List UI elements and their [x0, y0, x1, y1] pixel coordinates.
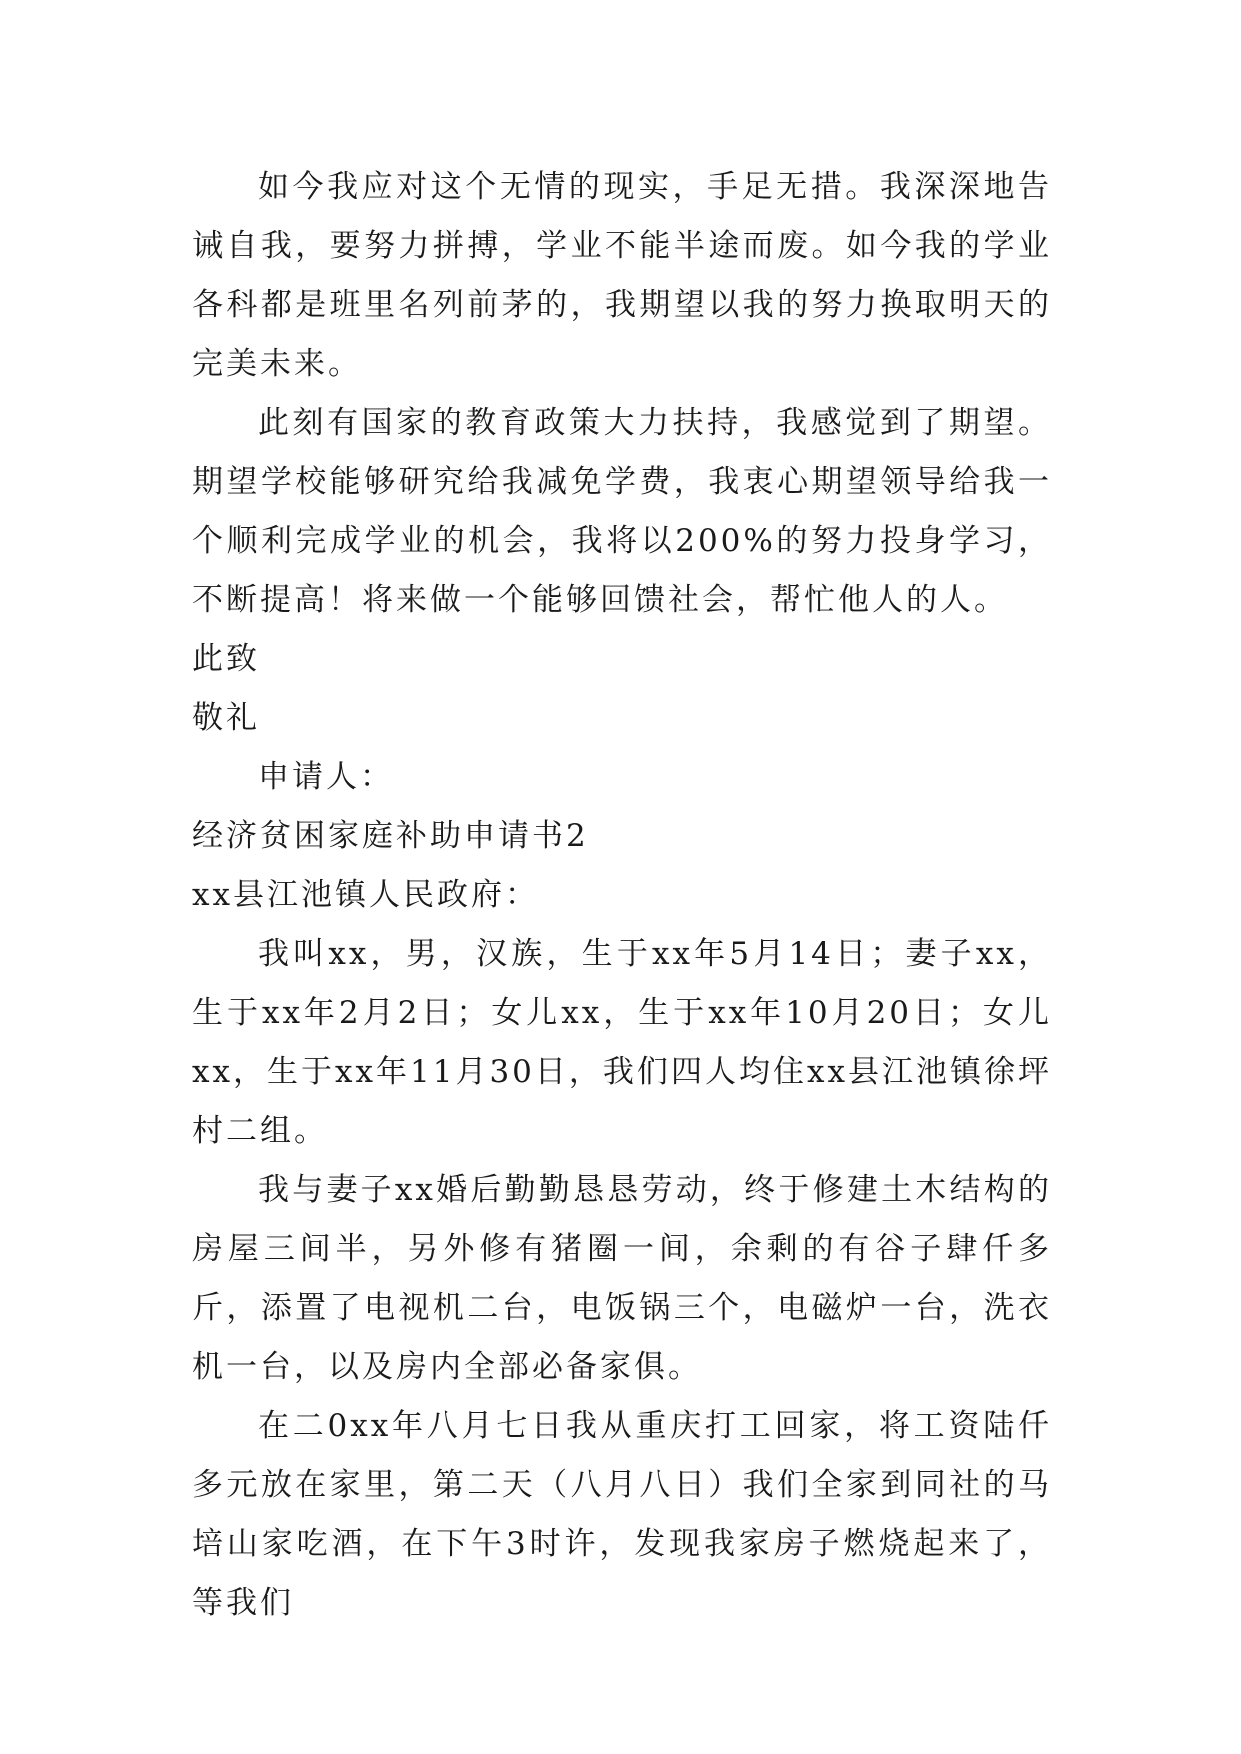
paragraph-reality: 如今我应对这个无情的现实，手足无措。我深深地告诫自我，要努力拼搏，学业不能半途而废。如今我的学业各科都是班里名列前茅的，我期望以我的努力换取明天的完美未来。	[192, 169, 1052, 382]
addressee: xx县江池镇人民政府：	[192, 877, 539, 913]
applicant-label: 申请人：	[258, 759, 394, 795]
paragraph-policy-support: 此刻有国家的教育政策大力扶持，我感觉到了期望。期望学校能够研究给我减免学费，我衷心期望领导给我一个顺利完成学业的机会，我将以200%的努力投身学习，不断提高！将来做一个能够回馈社会，帮忙他人的人。	[192, 405, 1052, 618]
document-body	[192, 158, 1052, 1633]
paragraph-fire-incident: 在二0xx年八月七日我从重庆打工回家，将工资陆仟多元放在家里，第二天（八月八日）我们全家到同社的马培山家吃酒，在下午3时许，发现我家房子燃烧起来了，等我们	[192, 1408, 1052, 1621]
paragraph-property: 我与妻子xx婚后勤勤恳恳劳动，终于修建土木结构的房屋三间半，另外修有猪圈一间，余剩的有谷子肆仟多斤，添置了电视机二台，电饭锅三个，电磁炉一台，洗衣机一台，以及房内全部必备家俱。	[192, 1172, 1052, 1385]
paragraph-family-info: 我叫xx，男，汉族，生于xx年5月14日；妻子xx，生于xx年2月2日；女儿xx，生于xx年10月20日；女儿xx，生于xx年11月30日，我们四人均住xx县江池镇徐坪村二组。	[192, 936, 1052, 1149]
second-application-title: 经济贫困家庭补助申请书2	[192, 818, 589, 854]
closing-regards: 敬礼	[192, 700, 260, 736]
closing-salutation: 此致	[192, 641, 260, 677]
